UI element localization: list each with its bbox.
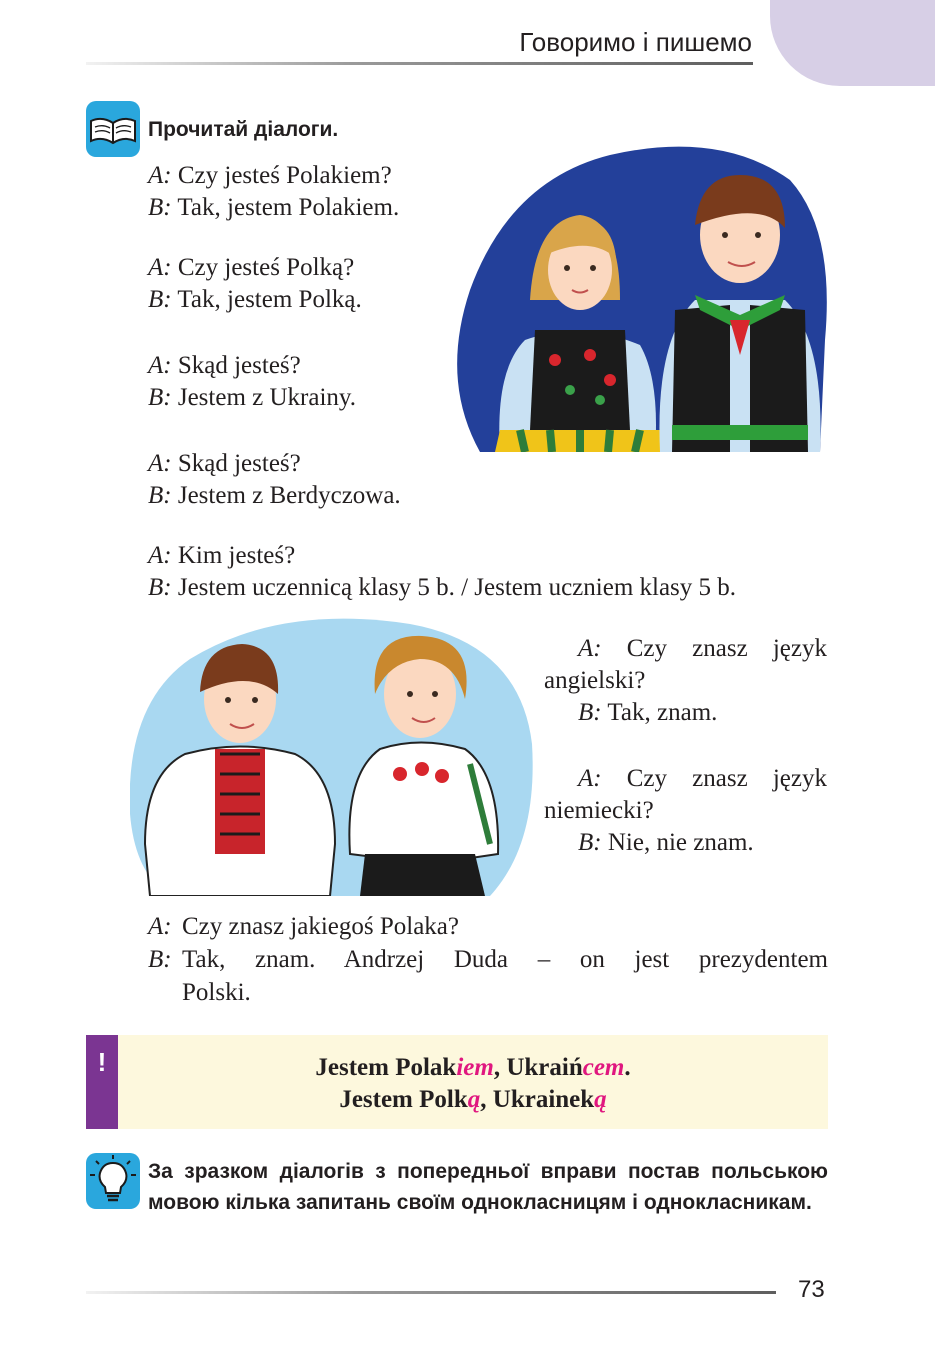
last-dialogue xyxy=(148,910,828,1009)
open-book-icon xyxy=(86,101,140,157)
right-dialogue-block xyxy=(544,633,827,729)
dialogue-line: B: Jestem uczennicą klasy 5 b. / Jestem uczniem klasy 5 b. xyxy=(148,574,737,601)
dialogue-line: A: Skąd jesteś? xyxy=(148,450,301,477)
dialogue-question: A: Czy znasz język angielski? xyxy=(544,635,827,694)
ukrainian-children-illustration xyxy=(130,614,535,896)
dialogue-answer: B: Nie, nie znam. xyxy=(578,829,754,856)
exclamation-icon: ! xyxy=(86,1035,118,1129)
dialogue-line: A: Kim jesteś? xyxy=(148,542,296,569)
dialogue-line: A: Czy znasz jakiegoś Polaka? xyxy=(148,913,459,940)
dialogue-line-continuation: Polski. xyxy=(182,979,251,1006)
footer-rule xyxy=(86,1291,776,1294)
dialogue-line: B: Tak, jestem Polakiem. xyxy=(148,194,400,221)
page-number: 73 xyxy=(798,1276,825,1303)
dialogue-line: A: Czy jesteś Polką? xyxy=(148,254,355,281)
grammar-note-line-2: Jestem Polką, Ukraineką xyxy=(339,1086,607,1113)
dialogue-line: A: Czy jesteś Polakiem? xyxy=(148,162,392,189)
dialogue-line: B: Jestem z Ukrainy. xyxy=(148,384,357,411)
grammar-note-text xyxy=(118,1052,828,1116)
polish-children-illustration xyxy=(440,140,830,452)
lightbulb-icon xyxy=(86,1153,140,1209)
task2-text: За зразком діалогів з попередньої вправи постав польською мовою кілька запитань своїм однокласницям і однокласникам. xyxy=(148,1160,828,1214)
dialogue-answer: B: Tak, znam. xyxy=(578,699,718,726)
section-title: Говоримо і пишемо xyxy=(519,27,752,57)
right-dialogue-block xyxy=(544,763,827,859)
dialogue-line: B: Jestem z Berdyczowa. xyxy=(148,482,401,509)
dialogue-line: B: Tak, jestem Polką. xyxy=(148,286,362,313)
dialogue-question: A: Czy znasz język niemiecki? xyxy=(544,765,827,824)
corner-tab xyxy=(770,0,935,86)
header-rule xyxy=(86,62,753,65)
dialogue-line: B: Tak, znam. Andrzej Duda – on jest prezydentem xyxy=(148,946,828,973)
dialogue-line: A: Skąd jesteś? xyxy=(148,352,301,379)
grammar-note-line-1: Jestem Polakiem, Ukraińcem. xyxy=(315,1054,631,1081)
grammar-note xyxy=(86,1035,828,1129)
task-title: Прочитай діалоги. xyxy=(148,118,339,141)
